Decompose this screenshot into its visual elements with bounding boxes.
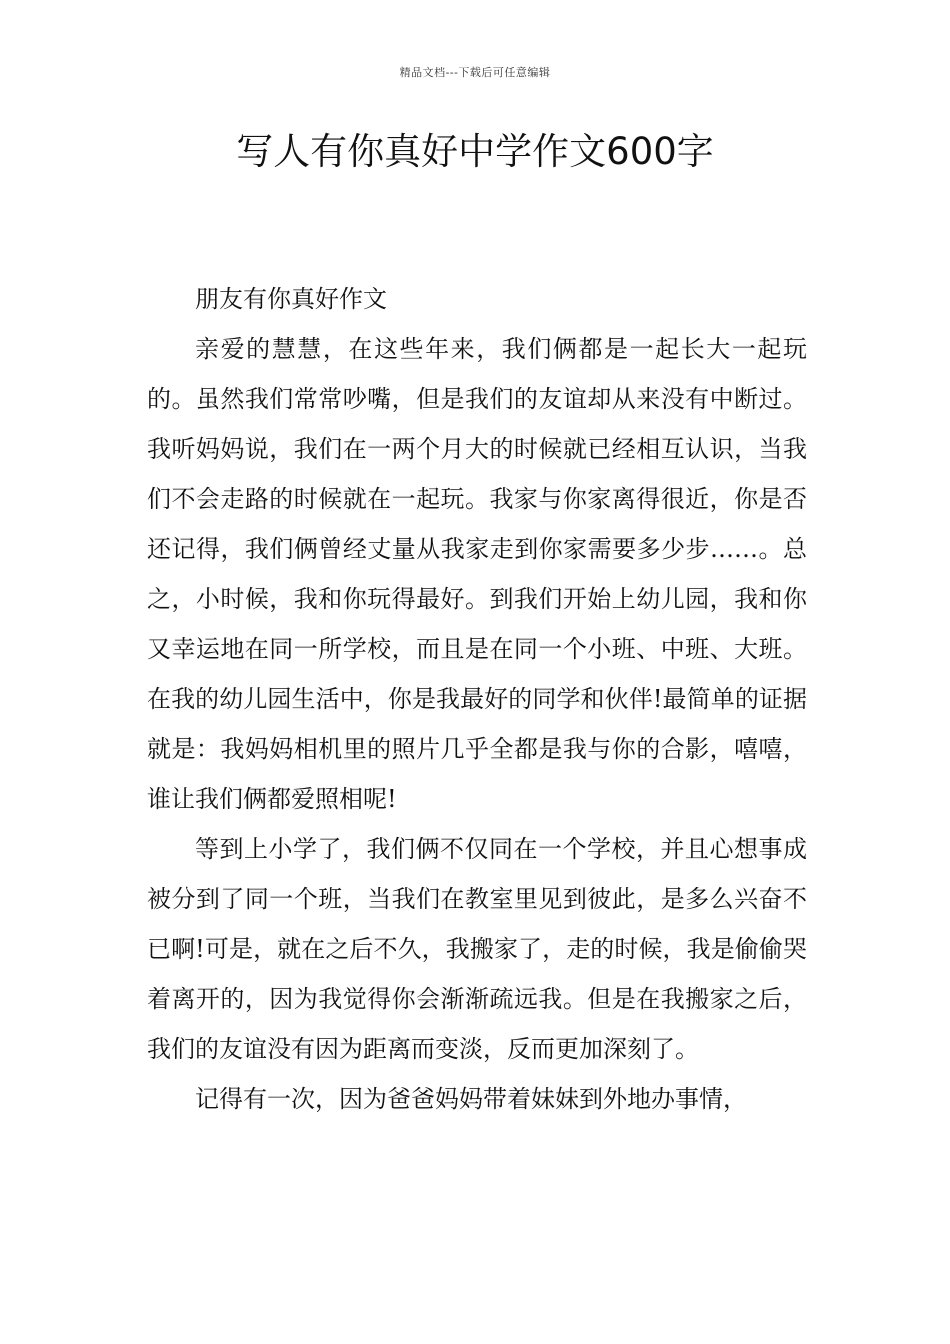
header-note: 精品文档---下载后可任意编辑 [399, 66, 551, 79]
paragraph: 亲爱的慧慧，在这些年来，我们俩都是一起长大一起玩的。虽然我们常常吵嘴，但是我们的友谊却从来没有中断过。我听妈妈说，我们在一两个月大的时候就已经相互认识，当我们不会走路的时候就在一起玩。我家与你家离得很近，你是否还记得，我们俩曾经丈量从我家走到你家需要多少步……。总之，小时候，我和你玩得最好。到我们开始上幼儿园，我和你又幸运地在同一所学校，而且是在同一个小班、中班、大班。在我的幼儿园生活中，你是我最好的同学和伙伴!最简单的证据就是：我妈妈相机里的照片几乎全都是我与你的合影，嘻嘻，谁让我们俩都爱照相呢! [147, 335, 807, 813]
paragraph-subtitle: 朋友有你真好作文 [195, 285, 387, 313]
document-title: 写人有你真好中学作文600字 [236, 130, 714, 173]
paragraph: 等到上小学了，我们俩不仅同在一个学校，并且心想事成被分到了同一个班，当我们在教室里见到彼此，是多么兴奋不已啊!可是，就在之后不久，我搬家了，走的时候，我是偷偷哭着离开的，因为我觉得你会渐渐疏远我。但是在我搬家之后，我们的友谊没有因为距离而变淡，反而更加深刻了。 [147, 835, 807, 1063]
paragraph: 记得有一次，因为爸爸妈妈带着妹妹到外地办事情， [195, 1085, 747, 1113]
article-body [147, 274, 807, 1124]
